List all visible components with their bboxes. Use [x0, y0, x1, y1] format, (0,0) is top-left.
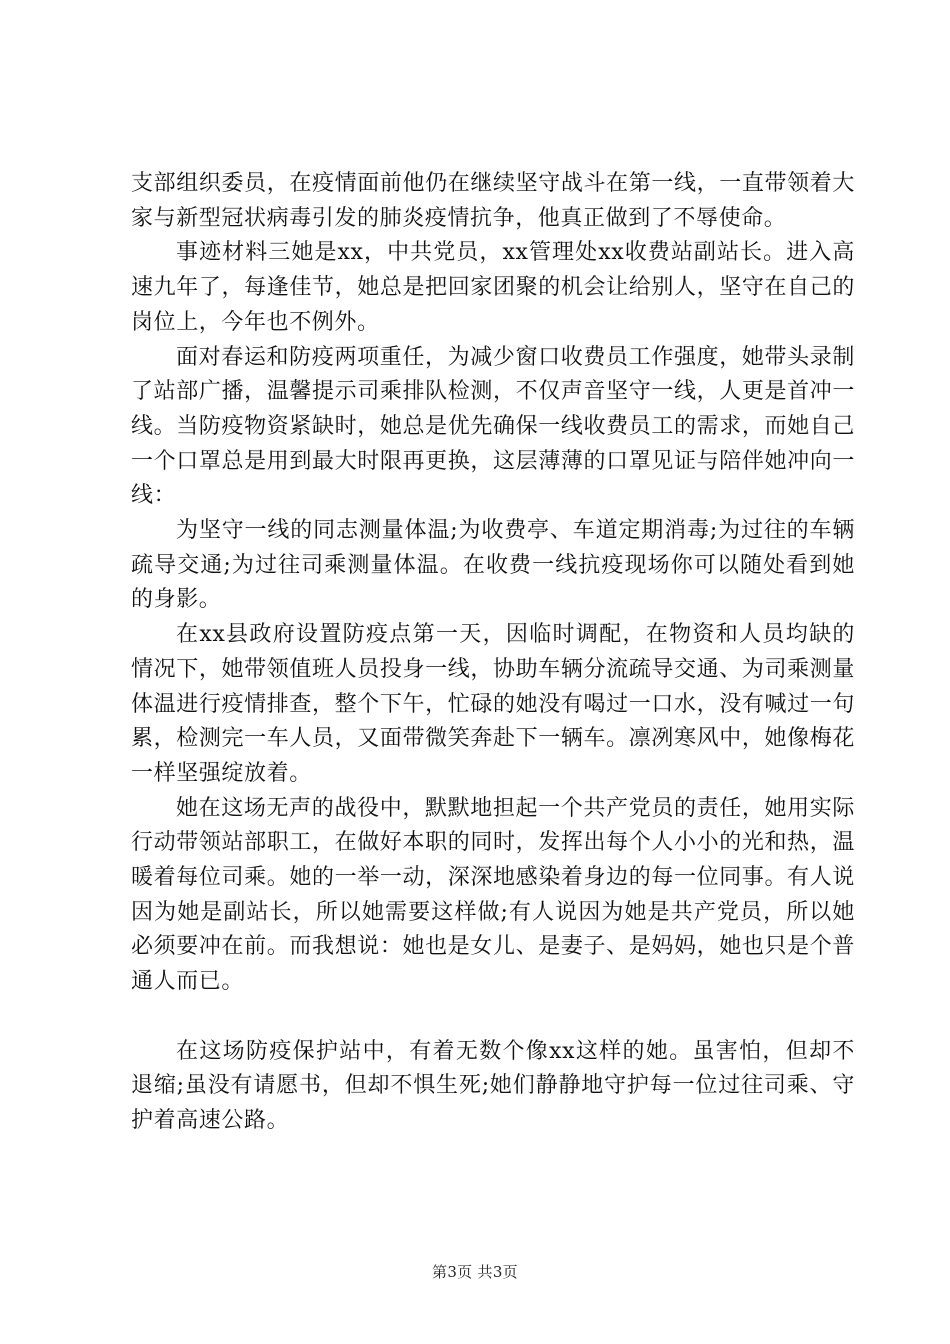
- paragraph-county-checkpoint: 在xx县政府设置防疫点第一天，因临时调配，在物资和人员均缺的情况下，她带领值班人员投身一线，协助车辆分流疏导交通、为司乘测量体温进行疫情排查，整个下午，忙碌的她没有喝过一口水，没有喊过一句累，检测完一车人员，又面带微笑奔赴下一辆车。凛冽寒风中，她像梅花一样坚强绽放着。: [131, 622, 855, 786]
- paragraph-conclusion: 在这场防疫保护站中，有着无数个像xx这样的她。虽害怕，但却不退缩;虽没有请愿书，但却不惧生死;她们静静地守护每一位过往司乘、守护着高速公路。: [131, 1038, 855, 1133]
- paragraph-frontline-tasks: 为坚守一线的同志测量体温;为收费亭、车道定期消毒;为过往的车辆疏导交通;为过往司乘测量体温。在收费一线抗疫现场你可以随处看到她的身影。: [131, 518, 855, 613]
- paragraph-spring-rush: 面对春运和防疫两项重任，为减少窗口收费员工作强度，她带头录制了站部广播，温馨提示司乘排队检测，不仅声音坚守一线，人更是首冲一线。当防疫物资紧缺时，她总是优先确保一线收费员工的需求，而她自己一个口罩总是用到最大时限再更换，这层薄薄的口罩见证与陪伴她冲向一线：: [131, 344, 855, 509]
- document-body: [131, 167, 855, 1139]
- paragraph-deeds-intro: 事迹材料三她是xx，中共党员，xx管理处xx收费站副站长。进入高速九年了，每逢佳节，她总是把回家团聚的机会让给别人，坚守在自己的岗位上，今年也不例外。: [131, 240, 855, 335]
- paragraph-party-member: 她在这场无声的战役中，默默地担起一个共产党员的责任，她用实际行动带领站部职工，在做好本职的同时，发挥出每个人小小的光和热，温暖着每位司乘。她的一举一动，深深地感染着身边的每一位同事。有人说因为她是副站长，所以她需要这样做;有人说因为她是共产党员，所以她必须要冲在前。而我想说：她也是女儿、是妻子、是妈妈，她也只是个普通人而已。: [131, 795, 855, 995]
- page-footer: 第3页 共3页: [432, 1263, 518, 1281]
- paragraph-continuation: 支部组织委员，在疫情面前他仍在继续坚守战斗在第一线，一直带领着大家与新型冠状病毒引发的肺炎疫情抗争，他真正做到了不辱使命。: [131, 171, 855, 231]
